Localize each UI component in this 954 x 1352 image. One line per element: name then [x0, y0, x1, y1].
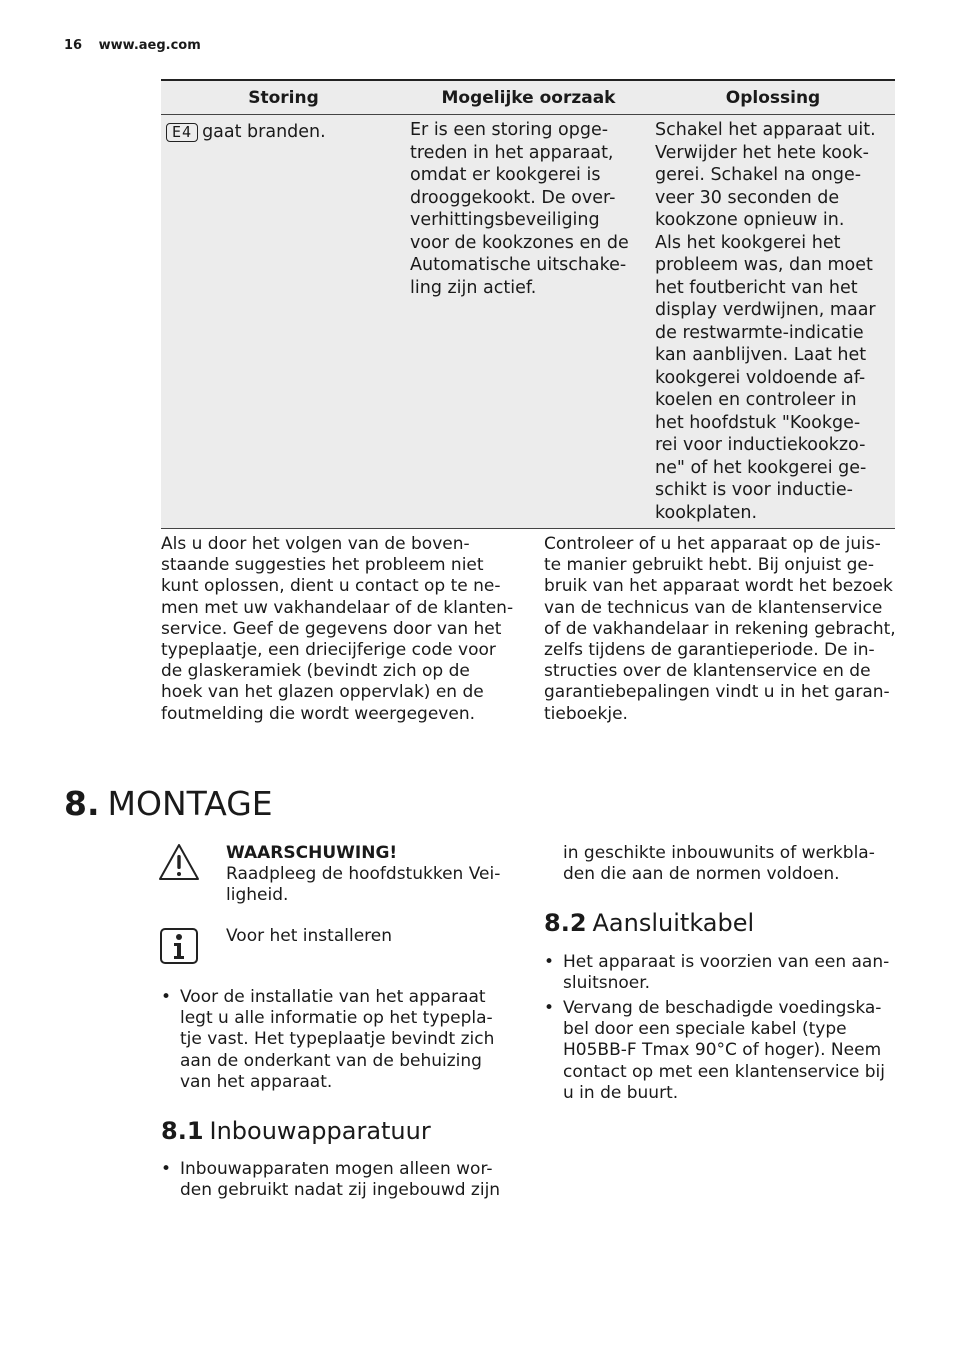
subsection-heading-8-2 [544, 909, 754, 937]
list-item [544, 952, 904, 997]
subsection-number: 8.1 [161, 1117, 204, 1145]
list-item [161, 1159, 521, 1204]
section-number: 8. [64, 784, 100, 823]
subsection-heading-8-1 [161, 1117, 431, 1145]
list-item-text: Vervang de beschadigde voedingska- bel door een speciale kabel (type H05BB-F Tmax 90°C of hoger). Neem contact op met een klantenservice bij u in de buurt. [563, 998, 885, 1103]
warning-title: WAARSCHUWING! [226, 843, 398, 863]
table-row [161, 115, 895, 529]
column-header-storing: Storing [248, 87, 319, 108]
list-item-text: Inbouwapparaten mogen alleen wor- den gebruikt nadat zij ingebouwd zijn [180, 1159, 501, 1201]
list-item-text: Voor de installatie van het apparaat legt u alle informatie op het typepla- tje vast. Het typeplaatje bevindt zich aan de onderkant van de behuizing van het apparaat. [180, 987, 495, 1092]
bullet-marker: • [544, 998, 555, 1018]
error-code-display: E4 [166, 123, 198, 142]
page-number: 16 [64, 38, 83, 53]
cell-storing [161, 115, 406, 528]
page-header [64, 38, 201, 53]
storing-text: gaat branden. [202, 122, 326, 142]
subsection-title: Aansluitkabel [592, 909, 755, 937]
list-item-text: Het apparaat is voorzien van een aan- sluitsnoer. [563, 952, 890, 994]
subsection-number: 8.2 [544, 909, 587, 937]
info-body: Voor het installeren [226, 926, 392, 946]
list-item [161, 987, 521, 1097]
subsection-title: Inbouwapparatuur [209, 1117, 431, 1145]
table-header-row [161, 81, 895, 115]
bullet-marker: • [544, 952, 555, 972]
bullet-marker: • [161, 1159, 172, 1179]
service-paragraph-left: Als u door het volgen van de boven- staande suggesties het probleem niet kunt oplossen, dient u contact op te ne- men met uw vakhandelaar of de klanten- service. Geef de gegevens door van het typeplaatje, een driecijferige code voor de glaskeramiek (bevindt zich op de hoek van het glazen oppervlak) en de foutmelding die wordt weergegeven. [161, 534, 514, 724]
cell-oorzaak: Er is een storing opge- treden in het apparaat, omdat er kookgerei is drooggekookt. De over- verhittingsbeveiliging voor de kookzones en de Automatische uitschake- ling zijn actief. [410, 120, 629, 298]
column-header-oorzaak: Mogelijke oorzaak [441, 87, 616, 108]
bullet-marker: • [161, 987, 172, 1007]
section-heading [64, 784, 273, 823]
warning-triangle-icon [158, 843, 200, 881]
site-url: www.aeg.com [98, 38, 201, 53]
list-item [544, 998, 904, 1108]
warning-body: Raadpleeg de hoofdstukken Vei- ligheid. [226, 864, 501, 906]
section-title: MONTAGE [107, 784, 273, 823]
list-item-continuation: in geschikte inbouwunits of werkbla- den die aan de normen voldoen. [563, 843, 875, 885]
service-paragraph-right: Controleer of u het apparaat op de juis- te manier gebruikt hebt. Bij onjuist ge- bruik van het apparaat wordt het bezoek van de technicus van de klantenservice of de vakhandelaar in rekening gebracht, zelfs tijdens de garantieperiode. De in- structies over de klantenservice en de garantiebepalingen vindt u in het garan- tieboekje. [544, 534, 896, 724]
troubleshooting-table [161, 79, 895, 529]
column-header-oplossing: Oplossing [725, 87, 821, 108]
cell-oplossing: Schakel het apparaat uit. Verwijder het hete kook- gerei. Schakel na onge- veer 30 seconden de kookzone opnieuw in. Als het kookgerei het probleem was, dan moet het foutbericht van het display verdwijnen, maar de restwarmte-indicatie kan aanblijven. Laat het kookgerei voldoende af- koelen en controleer in het hoofdstuk "Kookge- rei voor inductiekookzo- ne" of het kookgerei ge- schikt is voor inductie- kookplaten. [655, 120, 876, 523]
info-icon [160, 928, 198, 964]
